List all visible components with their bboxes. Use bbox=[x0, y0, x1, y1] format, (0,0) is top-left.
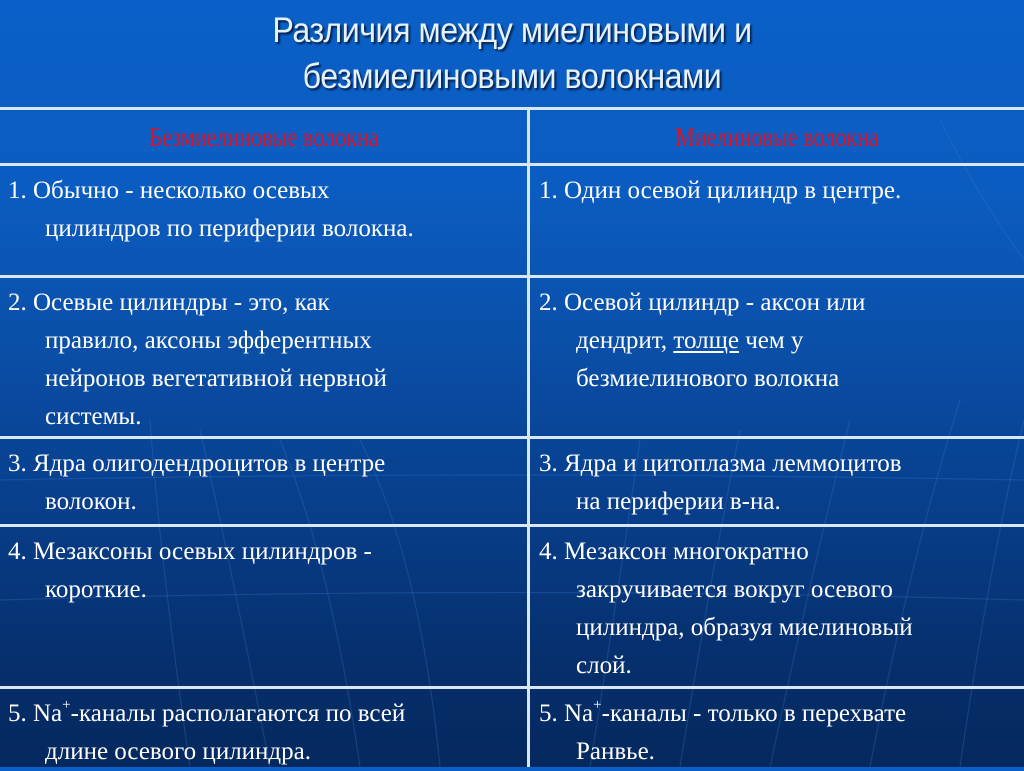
cell-text bbox=[8, 695, 405, 733]
table-cell-r1-left bbox=[8, 172, 414, 248]
column-header-myelinated: Миелиновые волокна bbox=[675, 122, 879, 152]
table-top-border bbox=[0, 107, 1024, 110]
cell-text bbox=[539, 695, 906, 733]
column-divider bbox=[527, 108, 530, 767]
row-4-border bbox=[0, 686, 1024, 689]
cell-text-part: -каналы - только в перехвате bbox=[601, 700, 907, 727]
cell-text: системы. bbox=[45, 403, 142, 430]
cell-text-part: чем у bbox=[745, 327, 804, 354]
cell-text: 2. Осевые цилиндры - это, как bbox=[8, 289, 330, 316]
cell-text-part: -каналы располагаются по всей bbox=[70, 700, 406, 727]
cell-text: 2. Осевой цилиндр - аксон или bbox=[539, 289, 866, 316]
row-1-border bbox=[0, 275, 1024, 278]
cell-text: 4. Мезаксон многократно bbox=[539, 538, 809, 565]
table-cell-r3-right bbox=[539, 445, 902, 521]
title-line-2: безмиелиновыми волокнами bbox=[302, 57, 722, 96]
cell-text: короткие. bbox=[45, 576, 147, 603]
cell-text: волокон. bbox=[45, 488, 137, 515]
cell-text: 3. Ядра олигодендроцитов в центре bbox=[8, 450, 386, 477]
superscript: + bbox=[62, 697, 71, 713]
underlined-emphasis: толще bbox=[673, 327, 739, 354]
cell-text: цилиндра, образуя миелиновый bbox=[576, 614, 913, 641]
cell-text: правило, аксоны эфферентных bbox=[45, 327, 372, 354]
table-cell-r5-left bbox=[8, 695, 405, 771]
table-cell-r4-left bbox=[8, 533, 372, 609]
header-row-border bbox=[0, 163, 1024, 166]
cell-text-part: дендрит, bbox=[576, 327, 668, 354]
table-cell-r4-right bbox=[539, 533, 913, 685]
cell-text: цилиндров по периферии волокна. bbox=[45, 215, 414, 242]
table-cell-r2-left bbox=[8, 284, 387, 436]
cell-text bbox=[539, 322, 865, 360]
table-cell-r2-right bbox=[539, 284, 865, 398]
cell-text: на периферии в-на. bbox=[576, 488, 781, 515]
title-line-1: Различия между миелиновыми и bbox=[272, 11, 752, 50]
cell-text-part: 5. Na bbox=[539, 700, 594, 727]
cell-text: безмиелинового волокна bbox=[576, 365, 840, 392]
cell-text: 3. Ядра и цитоплазма леммоцитов bbox=[539, 450, 902, 477]
cell-text: слой. bbox=[576, 652, 632, 679]
row-2-border bbox=[0, 436, 1024, 439]
slide-title bbox=[41, 8, 983, 100]
cell-text: длине осевого цилиндра. bbox=[45, 738, 311, 765]
table-cell-r3-left bbox=[8, 445, 385, 521]
table-cell-r1-right bbox=[539, 172, 901, 210]
cell-text: 1. Обычно - несколько осевых bbox=[8, 177, 330, 204]
superscript: + bbox=[593, 697, 602, 713]
cell-text-part: 5. Na bbox=[8, 700, 63, 727]
cell-text: закручивается вокруг осевого bbox=[576, 576, 893, 603]
cell-text: 4. Мезаксоны осевых цилиндров - bbox=[8, 538, 372, 565]
table-cell-r5-right bbox=[539, 695, 906, 771]
cell-text: нейронов вегетативной нервной bbox=[45, 365, 387, 392]
cell-text: 1. Один осевой цилиндр в центре. bbox=[539, 177, 902, 204]
column-header-unmyelinated: Безмиелиновые волокна bbox=[149, 122, 379, 152]
cell-text: Ранвье. bbox=[576, 738, 655, 765]
row-3-border bbox=[0, 524, 1024, 527]
